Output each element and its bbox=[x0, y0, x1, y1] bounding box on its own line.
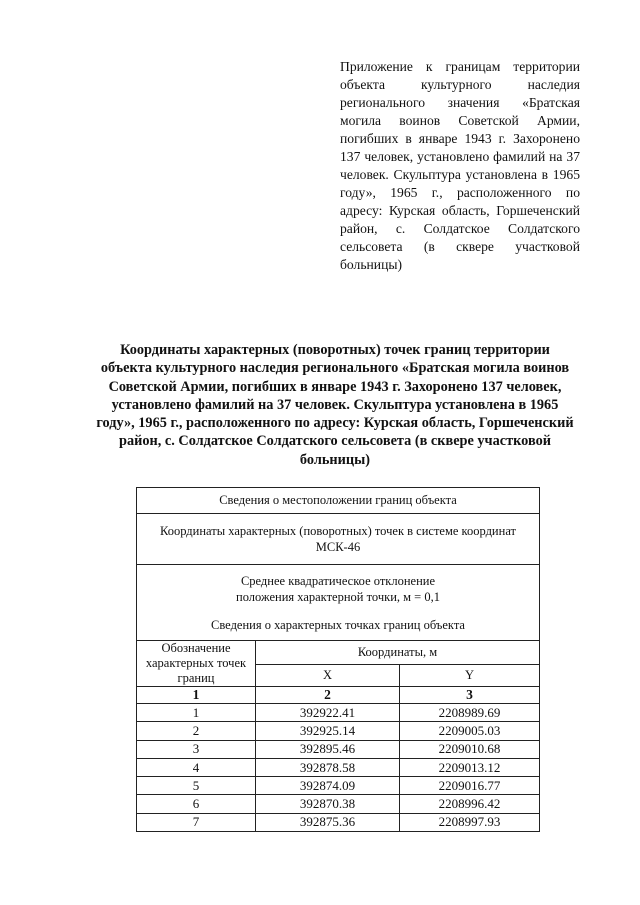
table-row bbox=[137, 704, 540, 722]
point-y: 2208997.93 bbox=[400, 813, 540, 831]
point-number: 4 bbox=[137, 758, 256, 776]
table-row bbox=[137, 722, 540, 740]
point-number: 5 bbox=[137, 777, 256, 795]
coordinate-system-label: Координаты характерных (поворотных) точек в системе координат bbox=[159, 524, 517, 538]
table-row bbox=[137, 758, 540, 776]
table-row bbox=[137, 813, 540, 831]
coordinate-system-cell bbox=[137, 514, 540, 565]
coordinates-table bbox=[136, 487, 540, 832]
column-number: 1 bbox=[137, 687, 256, 704]
point-x: 392874.09 bbox=[256, 777, 400, 795]
point-x: 392922.41 bbox=[256, 704, 400, 722]
coordinates-header: Координаты, м bbox=[256, 641, 540, 665]
column-number: 3 bbox=[400, 687, 540, 704]
designation-header-line: границ bbox=[177, 671, 215, 685]
designation-header-line: характерных точек bbox=[145, 656, 247, 670]
point-number: 2 bbox=[137, 722, 256, 740]
point-number: 3 bbox=[137, 740, 256, 758]
table-row bbox=[137, 795, 540, 813]
accuracy-label: Среднее квадратическое отклонение bbox=[240, 573, 436, 588]
point-x: 392925.14 bbox=[256, 722, 400, 740]
column-number: 2 bbox=[256, 687, 400, 704]
point-x: 392878.58 bbox=[256, 758, 400, 776]
point-x: 392895.46 bbox=[256, 740, 400, 758]
points-header: Сведения о характерных точках границ объекта bbox=[211, 617, 465, 632]
point-y: 2209013.12 bbox=[400, 758, 540, 776]
accuracy-cell bbox=[137, 565, 540, 641]
coordinate-system-name: МСК-46 bbox=[315, 540, 361, 554]
table-row bbox=[137, 777, 540, 795]
point-x: 392875.36 bbox=[256, 813, 400, 831]
point-x: 392870.38 bbox=[256, 795, 400, 813]
table-row bbox=[137, 740, 540, 758]
point-y: 2209016.77 bbox=[400, 777, 540, 795]
designation-header-line: Обозначение bbox=[161, 641, 231, 655]
point-y: 2209005.03 bbox=[400, 722, 540, 740]
point-number: 6 bbox=[137, 795, 256, 813]
y-column-header: Y bbox=[400, 665, 540, 687]
document-title: Координаты характерных (поворотных) точек границ территории объекта культурного наследия регионального «Братская могила воинов Советской Армии, погибших в январе 1943 г. Захоронено 137 человек, установлено фамилий на 37 человек. Скульптура установлена в 1965 году», 1965 г., расположенного по адресу: Курская область, Горшеченский район, с. Солдатское Солдатского сельсовета (в сквере участковой больницы) bbox=[96, 342, 574, 468]
designation-header bbox=[137, 641, 256, 687]
point-number: 1 bbox=[137, 704, 256, 722]
location-header: Сведения о местоположении границ объекта bbox=[137, 488, 540, 514]
x-column-header: X bbox=[256, 665, 400, 687]
appendix-note: Приложение к границам территории объекта культурного наследия регионального значения «Братская могила воинов Советской Армии, погибших в январе 1943 г. Захоронено 137 человек, установлено фамилий на 37 человек. Скульптура установлена в 1965 году», 1965 г., расположенного по адресу: Курская область, Горшеченский район, с. Солдатское Солдатского сельсовета (в сквере участковой больницы) bbox=[340, 59, 580, 272]
point-y: 2209010.68 bbox=[400, 740, 540, 758]
point-y: 2208996.42 bbox=[400, 795, 540, 813]
accuracy-value: положения характерной точки, м = 0,1 bbox=[236, 589, 440, 604]
point-number: 7 bbox=[137, 813, 256, 831]
point-y: 2208989.69 bbox=[400, 704, 540, 722]
